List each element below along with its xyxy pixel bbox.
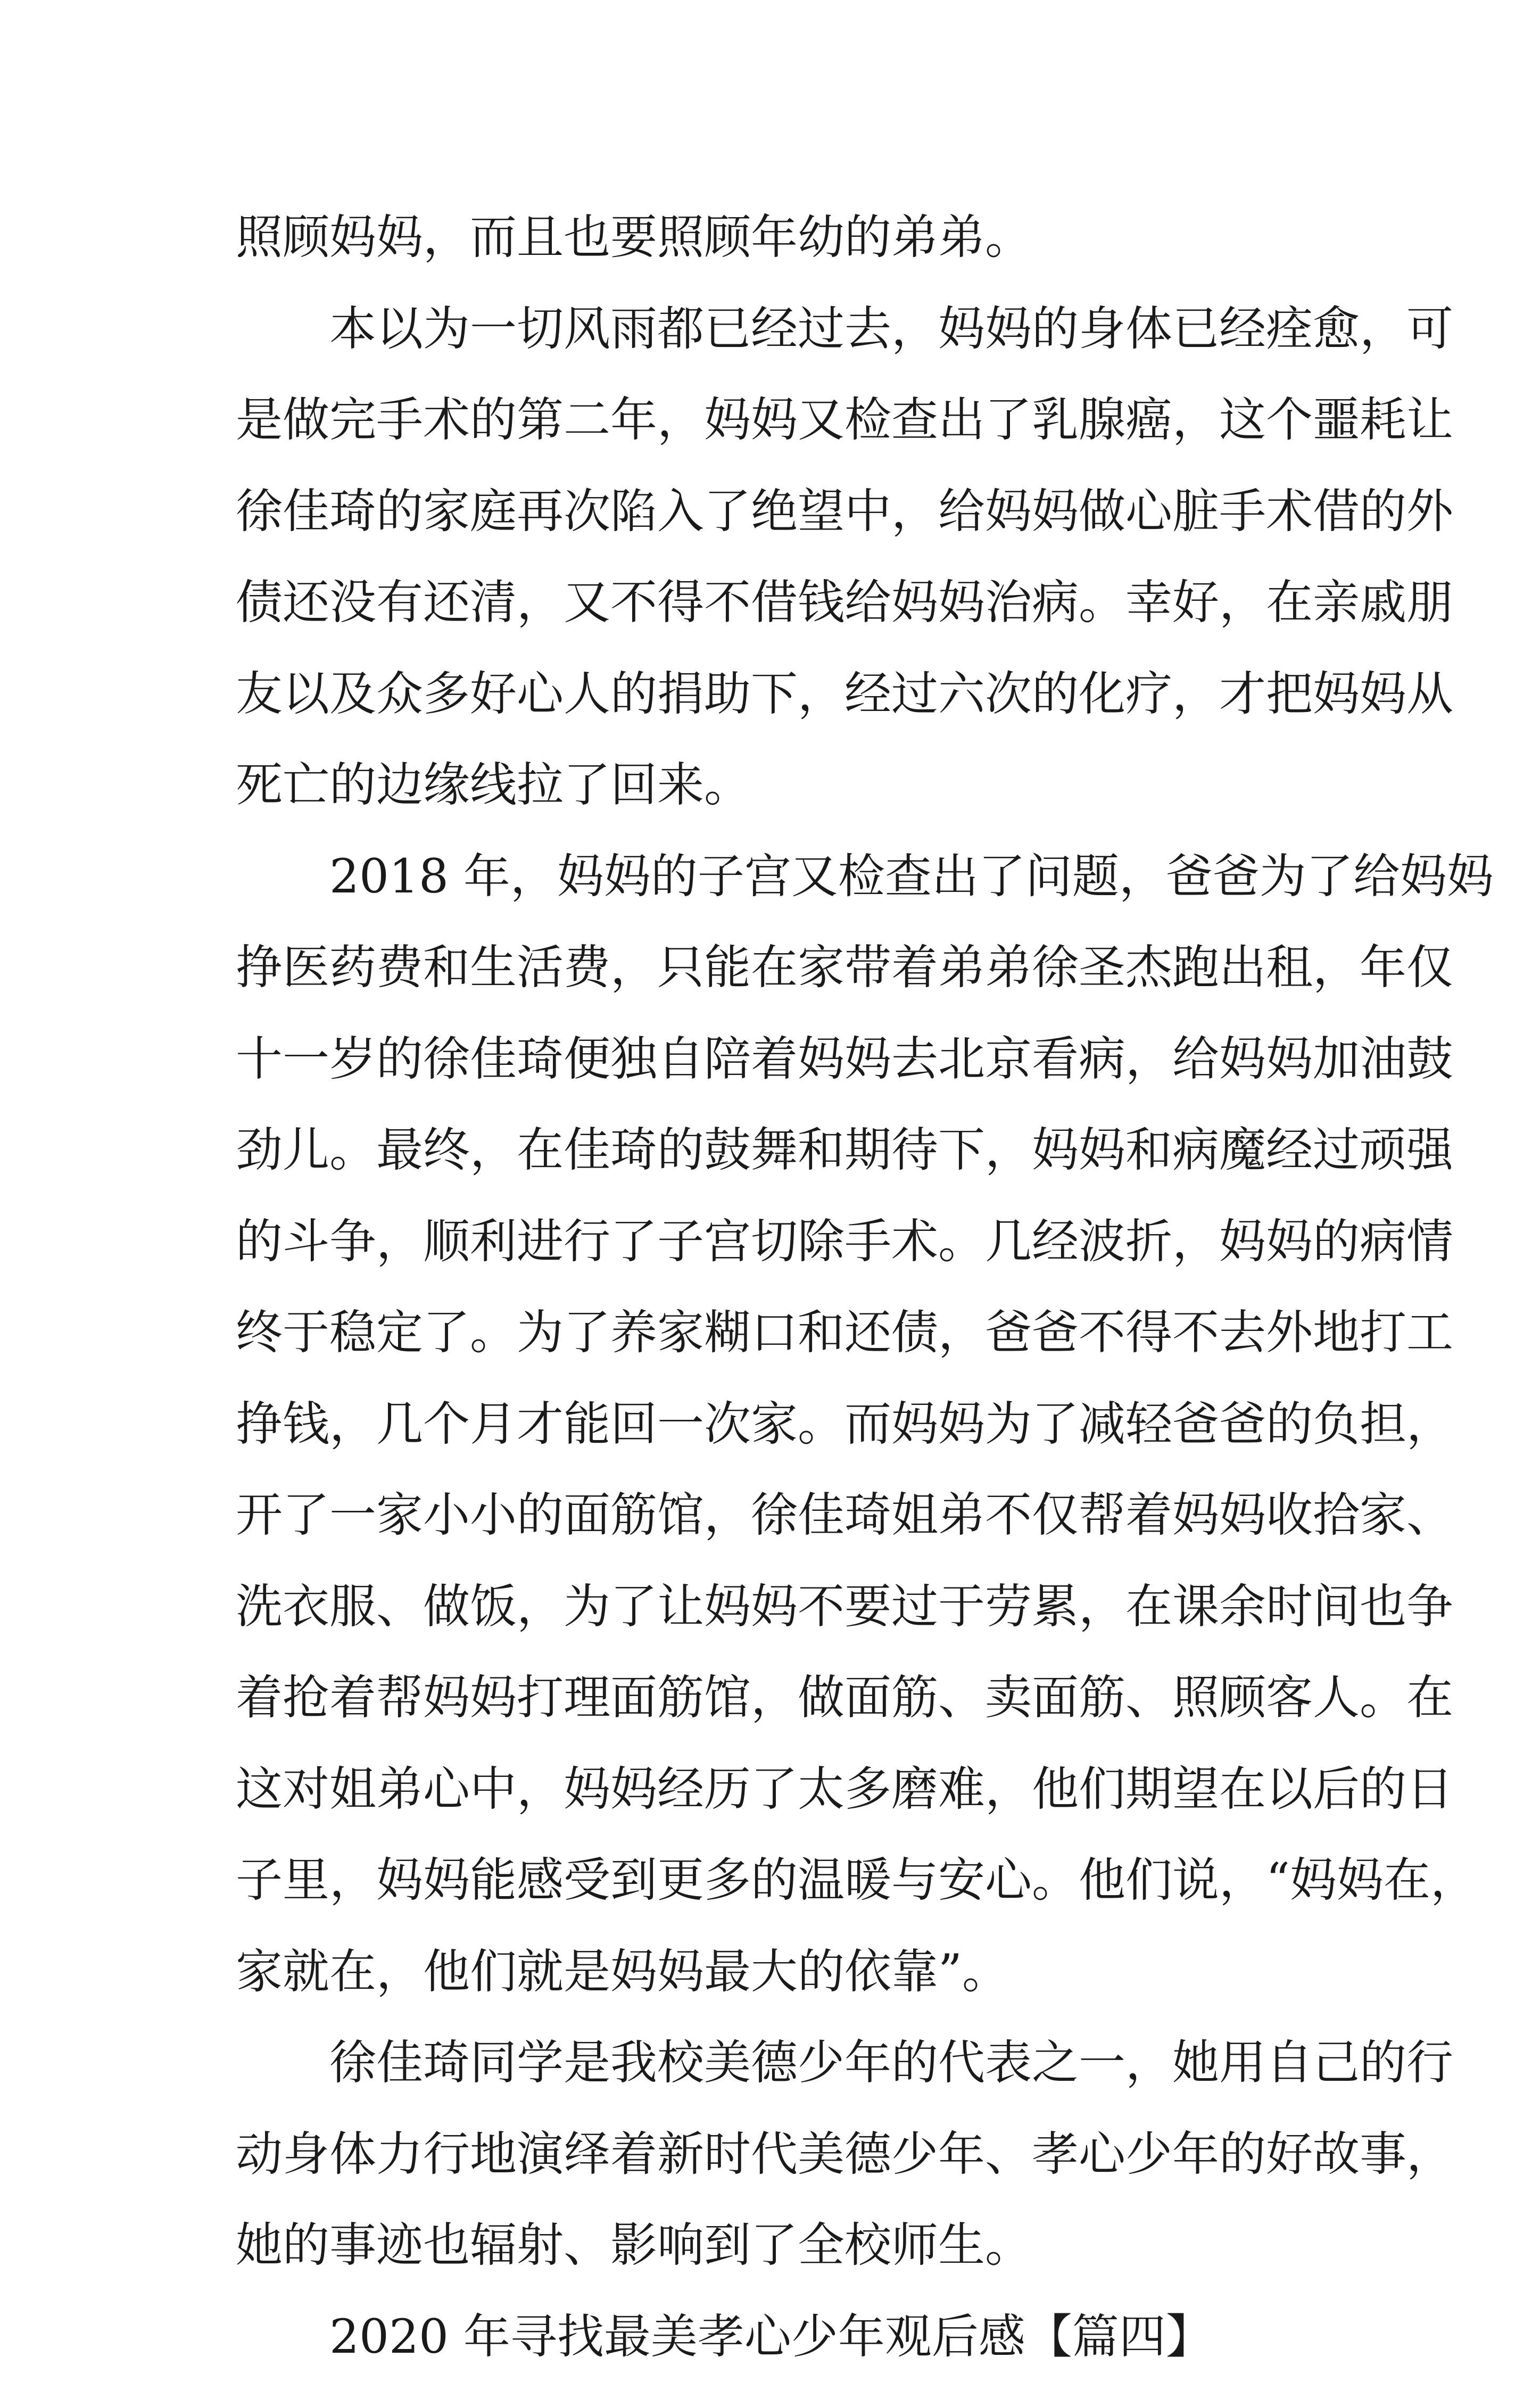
text-line: 死亡的边缘线拉了回来。 (236, 739, 1316, 831)
document-body (236, 192, 1316, 2382)
text-line: 洗衣服、做饭，为了让妈妈不要过于劳累，在课余时间也争 (236, 1561, 1316, 1652)
text-line: 十一岁的徐佳琦便独自陪着妈妈去北京看病，给妈妈加油鼓 (236, 1013, 1316, 1105)
text-line: 子里，妈妈能感受到更多的温暖与安心。他们说，“妈妈在， (236, 1834, 1316, 1926)
section-heading (236, 2291, 1316, 2382)
text-line: 徐佳琦的家庭再次陷入了绝望中，给妈妈做心脏手术借的外 (236, 466, 1316, 557)
text-line: 家就在，他们就是妈妈最大的依靠”。 (236, 1926, 1316, 2017)
text-line: 她的事迹也辐射、影响到了全校师生。 (236, 2199, 1316, 2291)
paragraph-4 (236, 2017, 1316, 2291)
text-line: 劲儿。最终，在佳琦的鼓舞和期待下，妈妈和病魔经过顽强 (236, 1104, 1316, 1196)
text-line: 徐佳琦同学是我校美德少年的代表之一，她用自己的行 (236, 2017, 1316, 2108)
paragraph-1 (236, 192, 1316, 283)
text-line: 债还没有还清，又不得不借钱给妈妈治病。幸好，在亲戚朋 (236, 557, 1316, 648)
text-line: 2018 年，妈妈的子宫又检查出了问题，爸爸为了给妈妈 (236, 831, 1316, 922)
text-line: 是做完手术的第二年，妈妈又检查出了乳腺癌，这个噩耗让 (236, 374, 1316, 466)
text-line: 动身体力行地演绎着新时代美德少年、孝心少年的好故事， (236, 2108, 1316, 2200)
text-line: 开了一家小小的面筋馆，徐佳琦姐弟不仅帮着妈妈收拾家、 (236, 1469, 1316, 1561)
heading-line: 2020 年寻找最美孝心少年观后感【篇四】 (236, 2291, 1316, 2382)
text-line: 友以及众多好心人的捐助下，经过六次的化疗，才把妈妈从 (236, 648, 1316, 740)
text-line: 挣钱，几个月才能回一次家。而妈妈为了减轻爸爸的负担， (236, 1378, 1316, 1470)
text-line: 着抢着帮妈妈打理面筋馆，做面筋、卖面筋、照顾客人。在 (236, 1652, 1316, 1743)
paragraph-3 (236, 831, 1316, 2017)
text-line: 的斗争，顺利进行了子宫切除手术。几经波折，妈妈的病情 (236, 1196, 1316, 1287)
paragraph-2 (236, 283, 1316, 831)
text-line: 挣医药费和生活费，只能在家带着弟弟徐圣杰跑出租，年仅 (236, 922, 1316, 1013)
text-line: 本以为一切风雨都已经过去，妈妈的身体已经痊愈，可 (236, 283, 1316, 375)
text-line: 照顾妈妈，而且也要照顾年幼的弟弟。 (236, 192, 1316, 283)
text-line: 这对姐弟心中，妈妈经历了太多磨难，他们期望在以后的日 (236, 1743, 1316, 1835)
text-line: 终于稳定了。为了养家糊口和还债，爸爸不得不去外地打工 (236, 1287, 1316, 1378)
